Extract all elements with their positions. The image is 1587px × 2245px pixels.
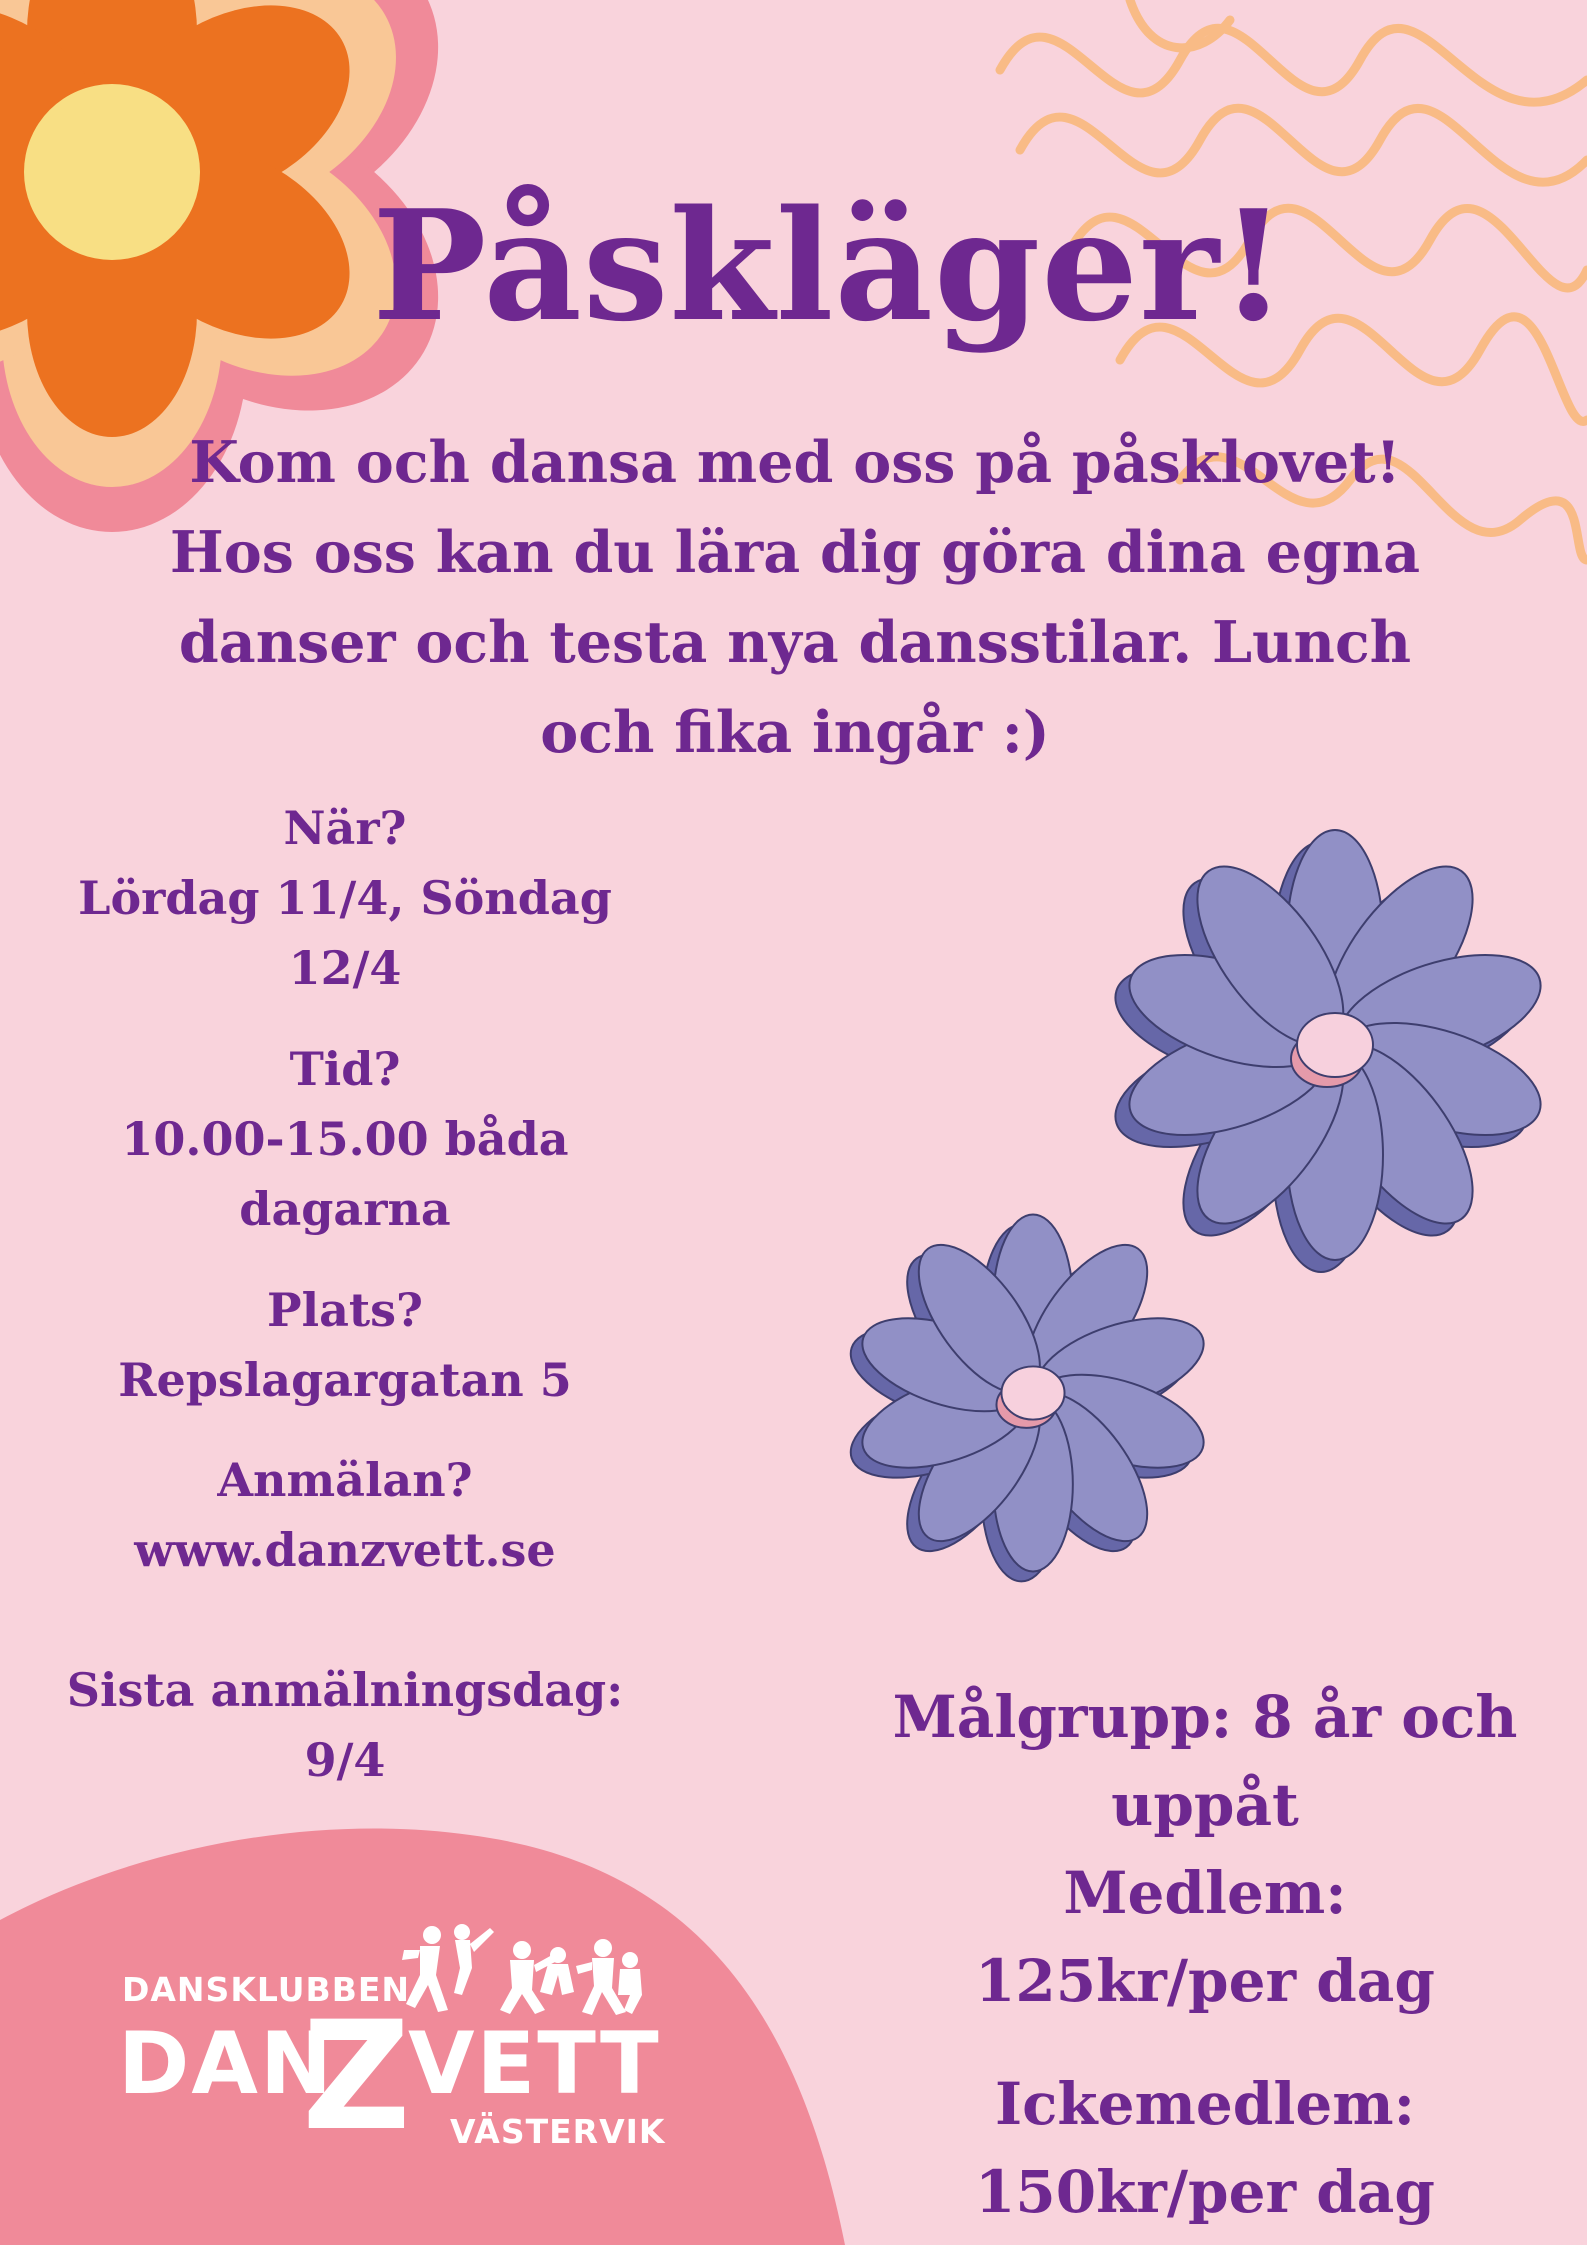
intro-line: danser och testa nya dansstilar. Lunch <box>178 609 1412 676</box>
signup-link[interactable]: www.danzvett.se <box>134 1523 556 1577</box>
intro-line: och fika ingår :) <box>540 699 1050 766</box>
place-label: Plats? <box>267 1283 423 1337</box>
logo-name-part1: DAN <box>118 2014 334 2114</box>
nonmember-price: 150kr/per dag <box>975 2158 1435 2226</box>
target-group <box>870 1673 1540 2025</box>
when-value: Lördag 11/4, Söndag <box>78 871 612 925</box>
place-block <box>40 1275 650 1415</box>
target-group-line: Målgrupp: 8 år och <box>892 1683 1518 1751</box>
nonmember-label: Ickemedlem: <box>994 2070 1416 2138</box>
deadline-value: 9/4 <box>304 1733 386 1787</box>
when-label: När? <box>283 801 407 855</box>
place-value: Repslagargatan 5 <box>118 1353 572 1407</box>
purple-flower-icon <box>839 1215 1215 1582</box>
intro-line: Hos oss kan du lära dig göra dina egna <box>169 519 1421 586</box>
time-block <box>40 1034 650 1244</box>
signup-label: Anmälan? <box>217 1453 473 1507</box>
poster-title: Påskläger! <box>372 176 1288 355</box>
intro-text <box>120 418 1470 778</box>
target-group-line: uppåt <box>1111 1771 1299 1839</box>
intro-line: Kom och dansa med oss på påsklovet! <box>189 429 1401 496</box>
when-value: 12/4 <box>288 941 402 995</box>
deadline-block <box>40 1655 650 1795</box>
logo-name-z: Z <box>302 1990 411 2164</box>
time-value: 10.00-15.00 båda <box>121 1112 569 1166</box>
member-label: Medlem: <box>1063 1859 1347 1927</box>
danzvett-logo <box>118 1940 678 2164</box>
signup-block <box>40 1445 650 1585</box>
member-price: 125kr/per dag <box>975 1947 1435 2015</box>
logo-club-text: DANSKLUBBEN <box>122 1970 411 2009</box>
deadline-label: Sista anmälningsdag: <box>66 1663 624 1717</box>
time-value: dagarna <box>239 1182 451 1236</box>
logo-name-part2: VETT <box>408 2014 661 2114</box>
logo-city-text: VÄSTERVIK <box>450 2112 666 2151</box>
when-block <box>40 793 650 1003</box>
time-label: Tid? <box>289 1042 401 1096</box>
purple-flower-icon <box>1102 830 1555 1272</box>
nonmember-pricing <box>870 2060 1540 2236</box>
